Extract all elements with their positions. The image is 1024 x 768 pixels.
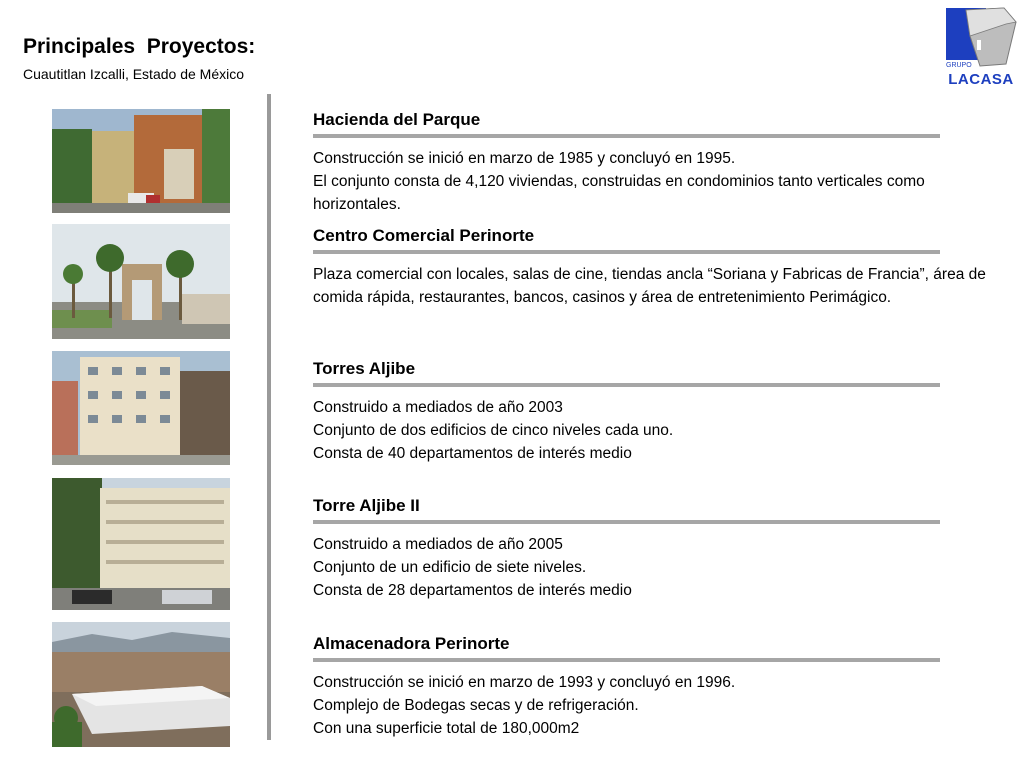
title-rule <box>313 520 940 524</box>
photo-centro-comercial-perinorte <box>52 224 230 339</box>
photo-almacenadora-perinorte <box>52 622 230 747</box>
project-description <box>313 396 1013 465</box>
logo-grupo-text: GRUPO <box>946 62 972 69</box>
description-line: Conjunto de un edificio de siete niveles. <box>313 559 587 576</box>
description-line: Consta de 40 departamentos de interés medio <box>313 445 632 462</box>
project-torre-aljibe-ii <box>313 494 1013 602</box>
description-line: Con una superficie total de 180,000m2 <box>313 720 580 737</box>
description-line: Plaza comercial con locales, salas de cine, tiendas ancla “Soriana y Fabricas de Francia”, área de comida rápida, restaurantes, bancos, casinos y área de entretenimiento Perimágico. <box>313 266 986 306</box>
project-hacienda-del-parque <box>313 108 1013 216</box>
title-rule <box>313 658 940 662</box>
title-rule <box>313 383 940 387</box>
photo-torres-aljibe <box>52 351 230 465</box>
project-title: Torres Aljibe <box>313 359 416 378</box>
project-title: Centro Comercial Perinorte <box>313 226 535 245</box>
photo-hacienda-del-parque <box>52 109 230 213</box>
project-title: Almacenadora Perinorte <box>313 634 510 653</box>
vertical-divider <box>267 94 271 740</box>
description-line: Consta de 28 departamentos de interés medio <box>313 582 632 599</box>
photo-torre-aljibe-ii <box>52 478 230 610</box>
description-line: El conjunto consta de 4,120 viviendas, construidas en condominios tanto verticales como horizontales. <box>313 173 925 213</box>
project-title: Torre Aljibe II <box>313 496 420 515</box>
logo-name-text: LACASA <box>948 71 1014 88</box>
description-line: Construcción se inició en marzo de 1985 y concluyó en 1995. <box>313 150 736 167</box>
project-torres-aljibe <box>313 357 1013 465</box>
project-title: Hacienda del Parque <box>313 110 481 129</box>
project-centro-comercial-perinorte <box>313 224 1013 309</box>
project-description <box>313 533 1013 602</box>
description-line: Construcción se inició en marzo de 1993 y concluyó en 1996. <box>313 674 736 691</box>
page-title: Principales Proyectos: <box>23 35 256 58</box>
description-line: Construido a mediados de año 2003 <box>313 399 563 416</box>
description-line: Conjunto de dos edificios de cinco niveles cada uno. <box>313 422 674 439</box>
description-line: Construido a mediados de año 2005 <box>313 536 563 553</box>
page-subtitle: Cuautitlan Izcalli, Estado de México <box>23 66 244 82</box>
description-line: Complejo de Bodegas secas y de refrigeración. <box>313 697 639 714</box>
project-description <box>313 671 1013 740</box>
title-rule <box>313 250 940 254</box>
project-almacenadora-perinorte <box>313 632 1013 740</box>
project-description <box>313 147 1013 216</box>
title-rule <box>313 134 940 138</box>
project-description <box>313 263 1013 309</box>
